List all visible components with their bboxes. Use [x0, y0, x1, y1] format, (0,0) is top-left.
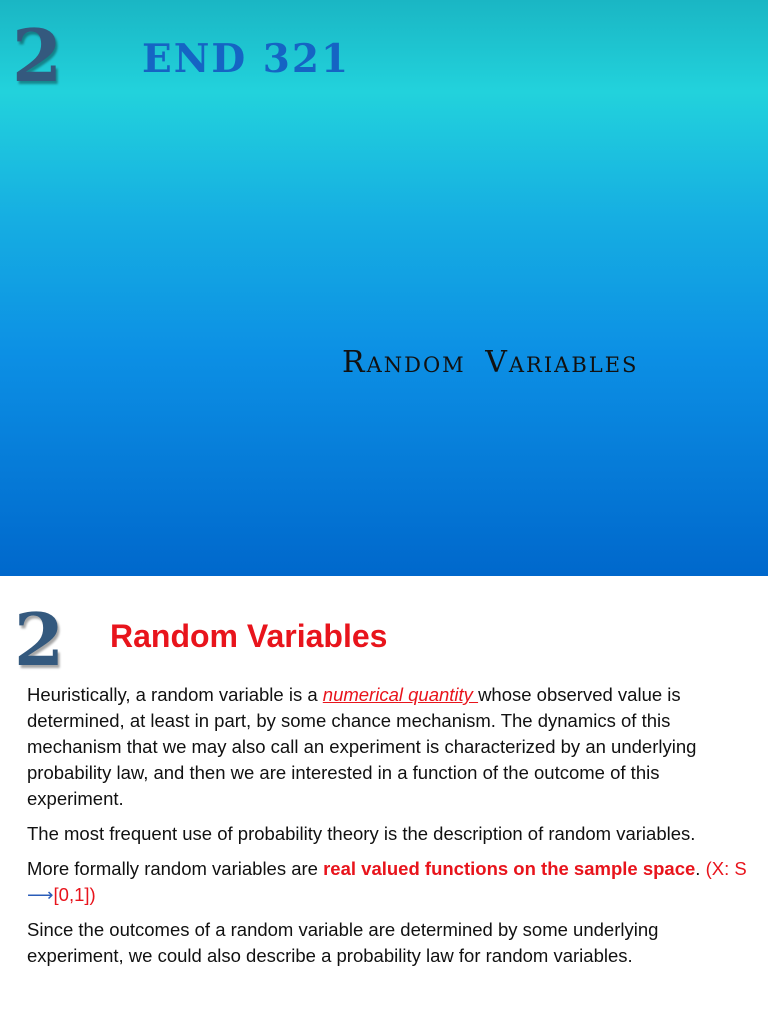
- slide-title: Random Variables: [110, 618, 388, 654]
- text: Heuristically, a random variable is a: [27, 684, 323, 705]
- chapter-number: 2: [12, 13, 61, 98]
- content-slide: [0, 576, 768, 1024]
- arrow-icon: ⟶: [27, 884, 54, 905]
- text: More formally random variables are: [27, 858, 324, 879]
- paragraph-1: [27, 682, 747, 812]
- chapter-number: 2: [14, 597, 63, 682]
- mapping-notation-range: [0,1]): [53, 884, 96, 905]
- paragraph-3: [27, 856, 747, 908]
- text: .: [695, 858, 706, 879]
- text: whose observed value is determined, at least in part, by some chance mechanism. The dynamics of this mechanism that we may also call an experiment is characterized by an underlying probability law, and then we are interested in a function of the outcome of this experiment.: [27, 684, 697, 809]
- slide-body: [27, 682, 747, 978]
- mapping-notation: (X: S: [705, 858, 747, 879]
- paragraph-2: The most frequent use of probability theory is the description of random variables.: [27, 823, 696, 844]
- course-code: END 321: [142, 36, 351, 82]
- highlight-definition: real valued functions on the sample space: [323, 858, 696, 879]
- paragraph-4: Since the outcomes of a random variable are determined by some underlying experiment, we could also describe a probability law for random variables.: [27, 919, 659, 966]
- highlight-numerical-quantity: numerical quantity: [322, 684, 479, 705]
- slide-subtitle: Random Variables: [342, 345, 639, 380]
